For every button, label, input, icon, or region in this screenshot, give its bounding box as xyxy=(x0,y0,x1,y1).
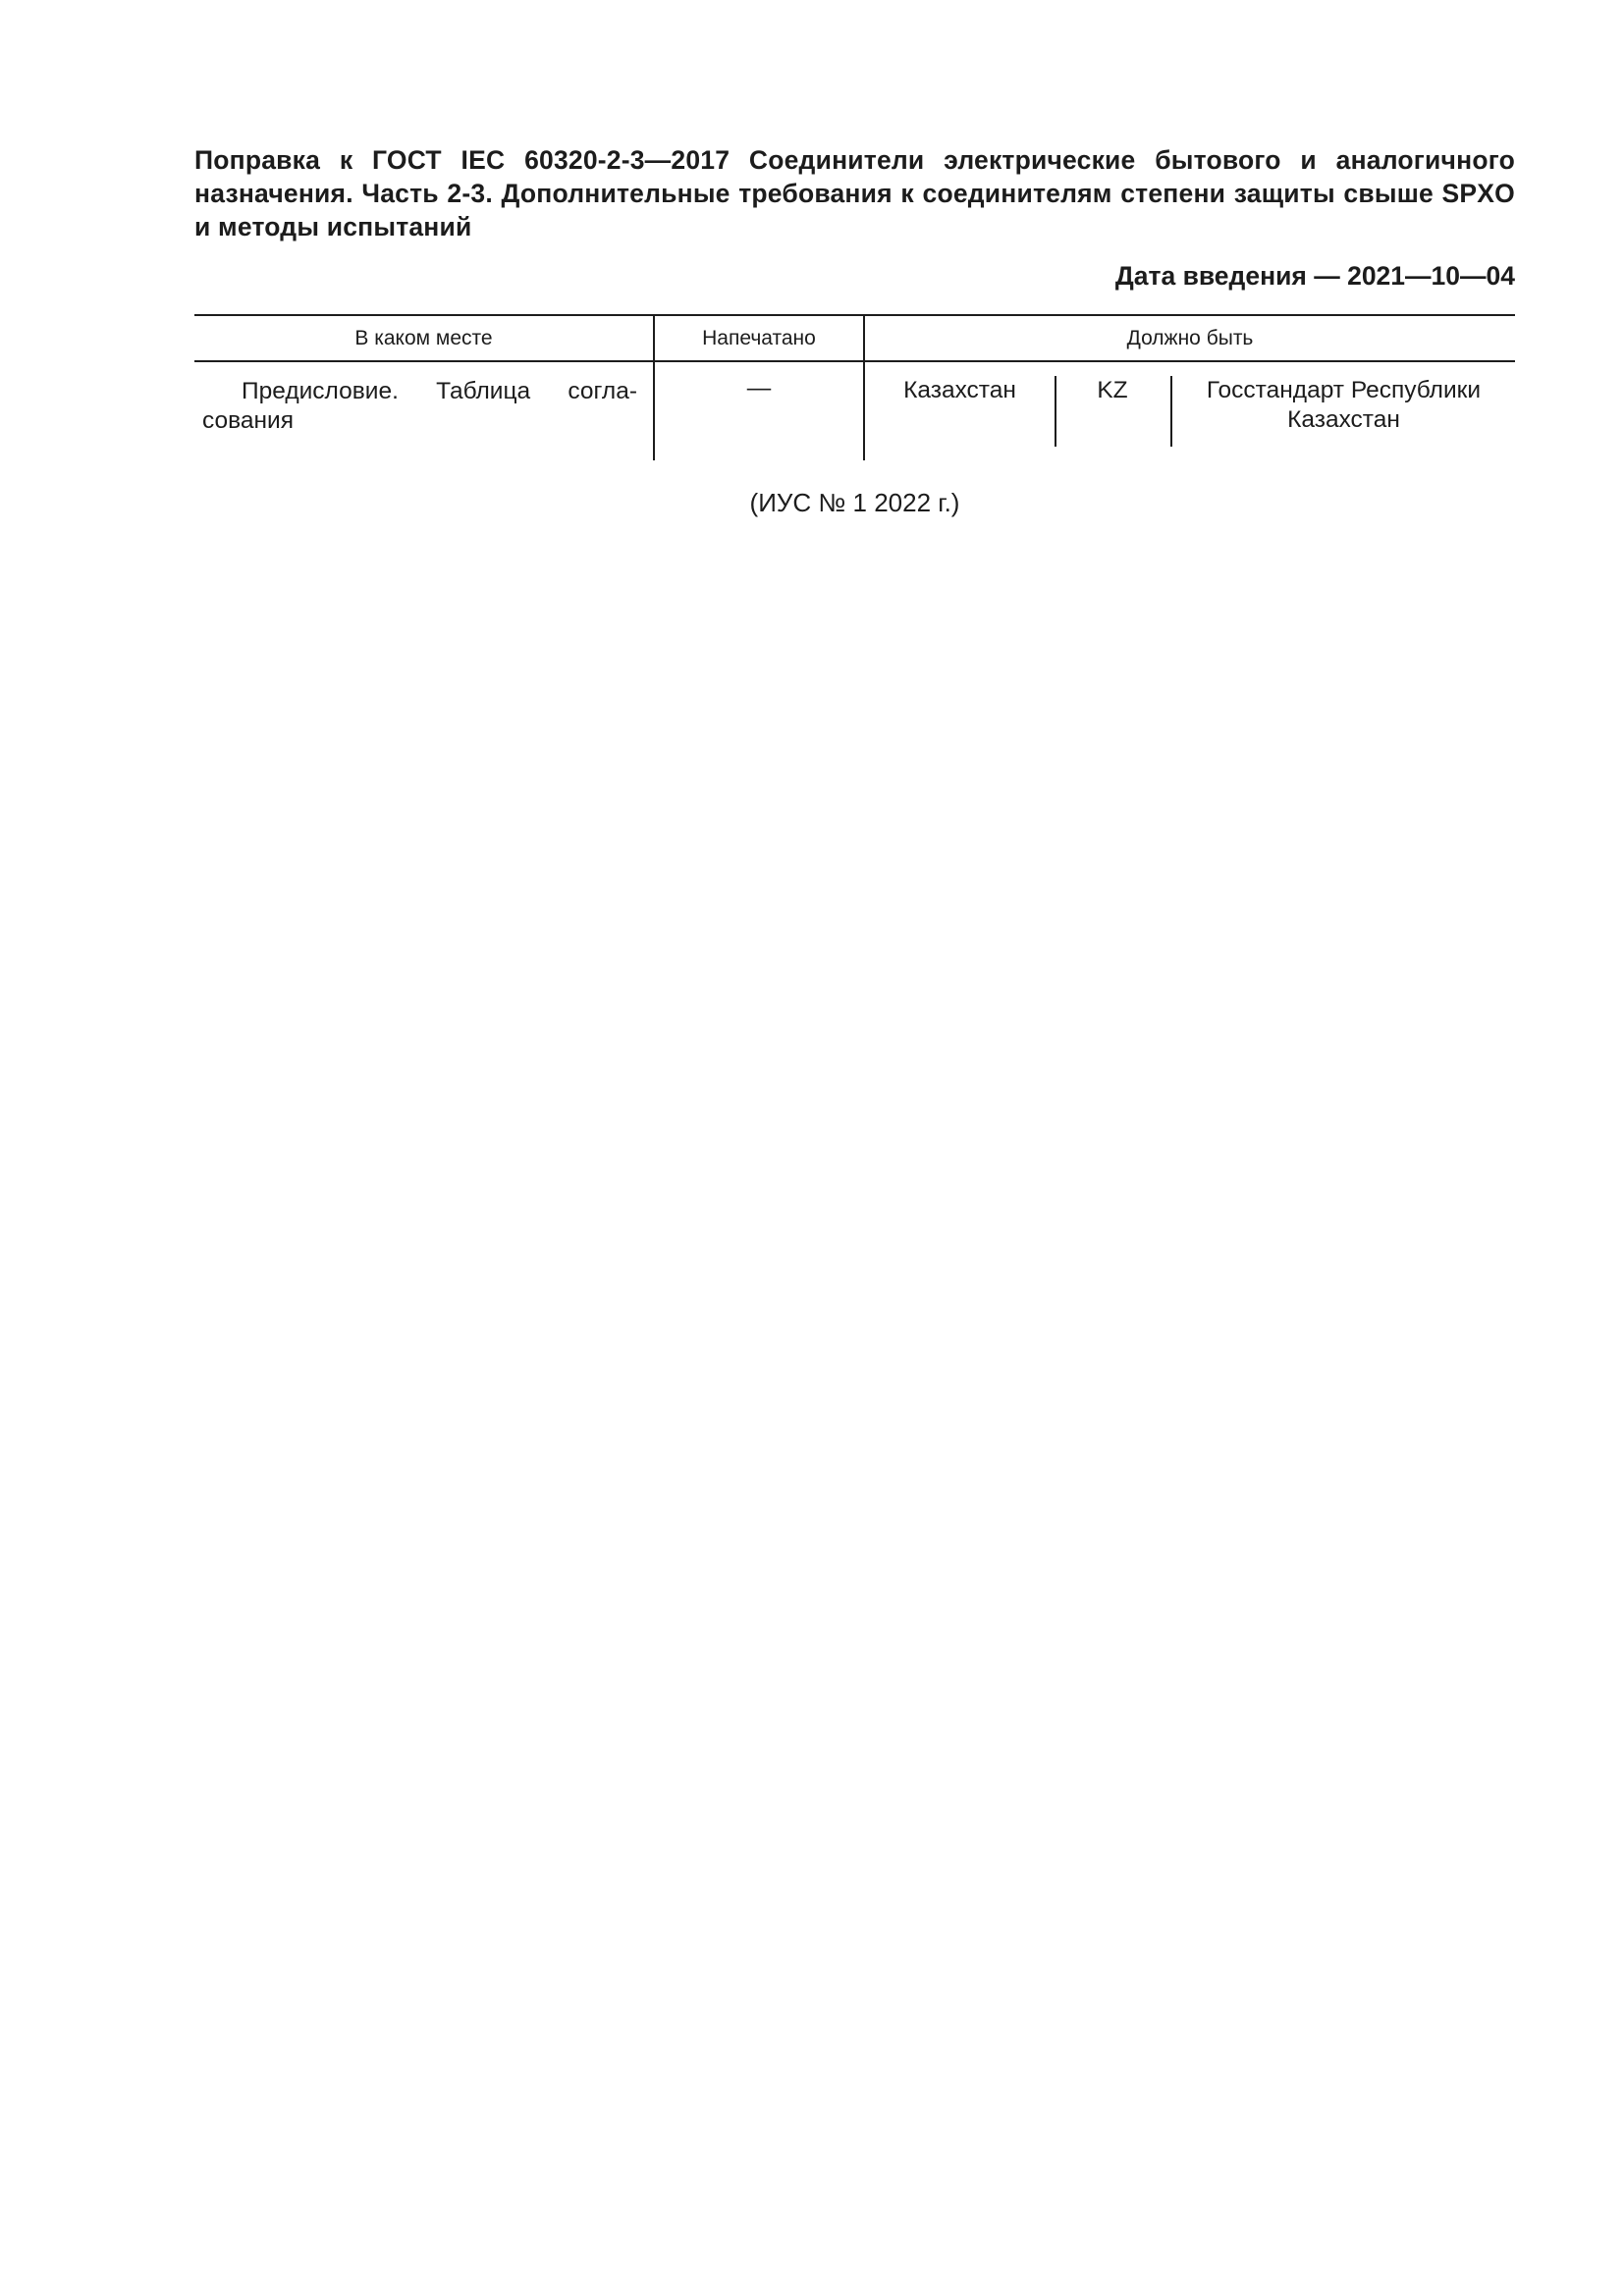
header-printed: Напечатано xyxy=(653,316,863,360)
table-row xyxy=(194,362,1515,460)
cell-printed: — xyxy=(653,362,863,460)
header-should-be: Должно быть xyxy=(863,316,1515,360)
ius-reference: (ИУС № 1 2022 г.) xyxy=(749,488,960,517)
should-be-country-code: KZ xyxy=(1097,377,1128,403)
should-be-country: Казахстан xyxy=(903,377,1016,403)
cell-place: Предисловие. Таблица согласования xyxy=(202,378,637,434)
cell-should-be xyxy=(863,362,1515,460)
amendment-table xyxy=(194,314,1515,460)
document-page xyxy=(194,143,1515,518)
table-header-row xyxy=(194,316,1515,362)
header-place: В каком месте xyxy=(354,326,493,349)
effective-date: Дата введения — 2021—10—04 xyxy=(1114,261,1515,291)
document-heading: Поправка к ГОСТ IEC 60320-2-3—2017 Соединители электрические бытового и аналогичного назначения. Часть 2-3. Дополнительные требования к соединителям степени защиты свыше SPXO и методы испытаний xyxy=(194,145,1515,241)
should-be-standards-body: Госстандарт Республики Казахстан xyxy=(1206,377,1482,433)
